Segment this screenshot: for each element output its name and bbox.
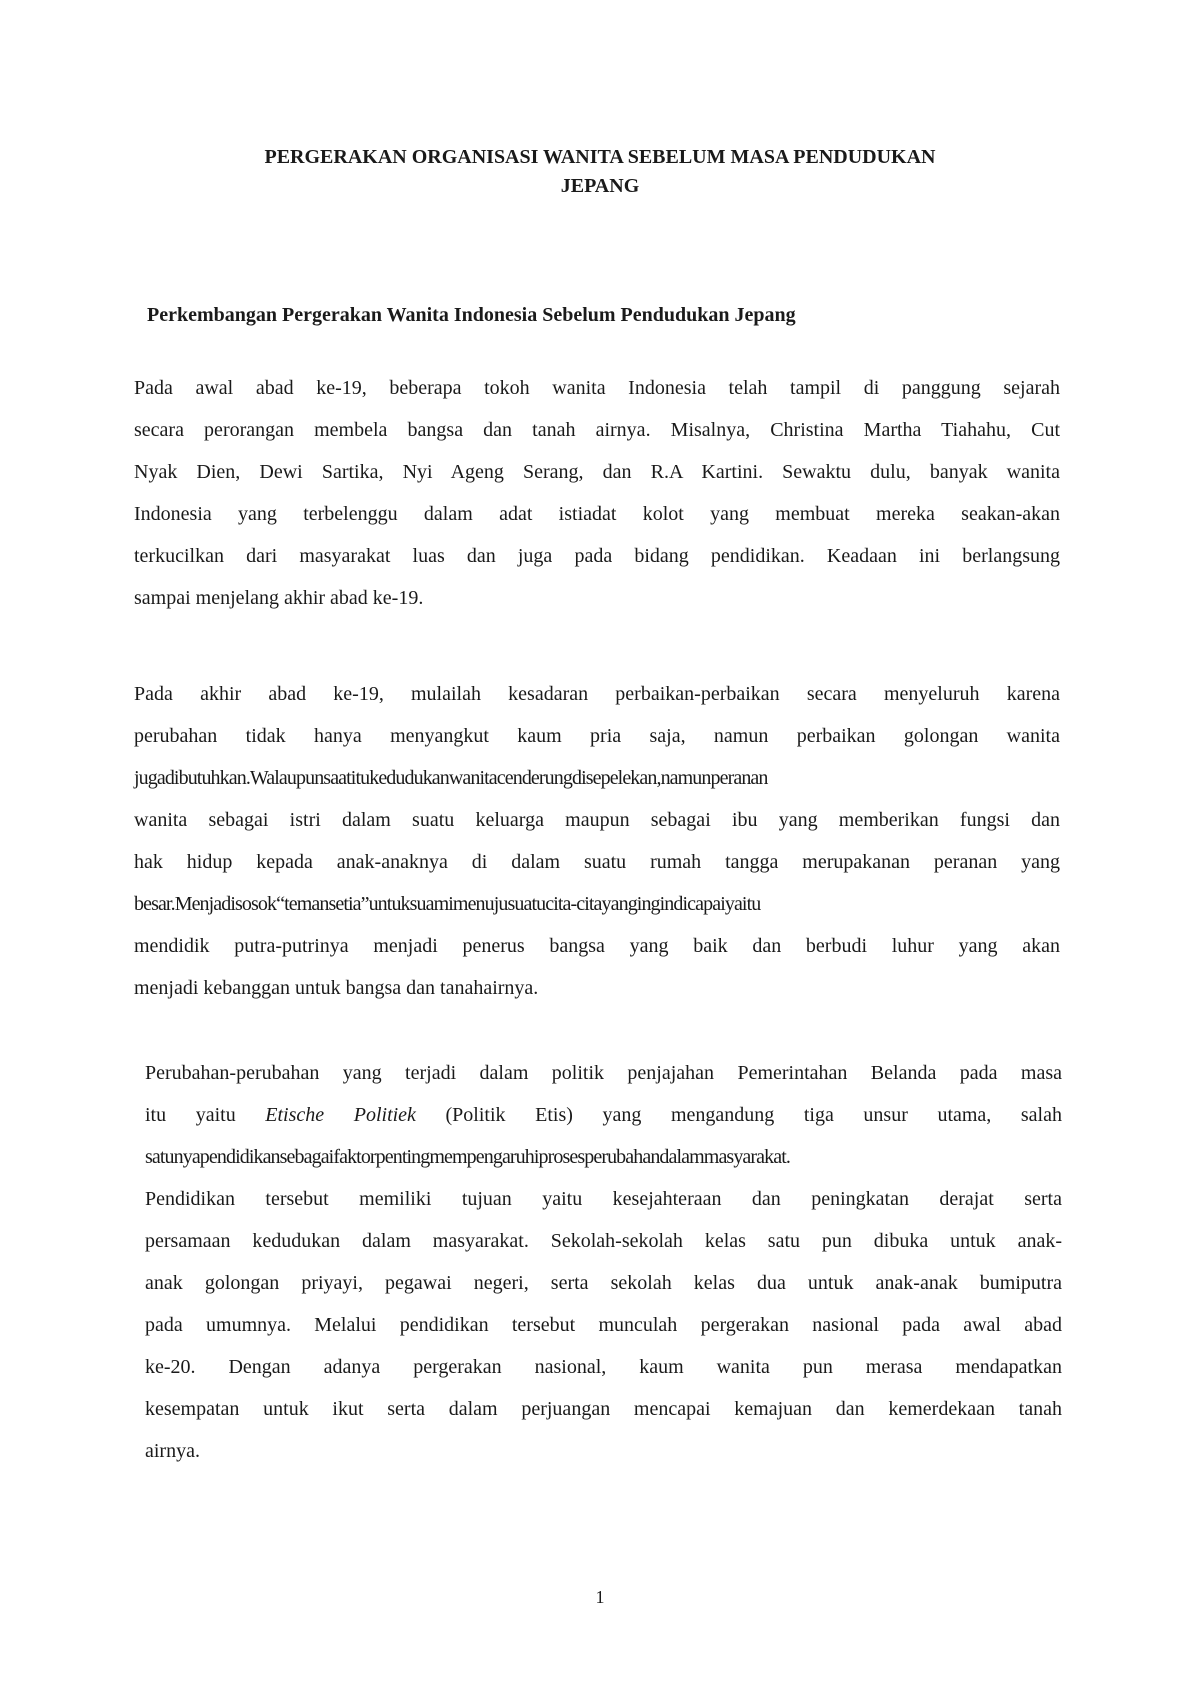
document-title-line-1: PERGERAKAN ORGANISASI WANITA SEBELUM MASA PENDUDUKAN	[264, 146, 936, 168]
paragraph-3-line: Pendidikan tersebut memiliki tujuan yaitu kesejahteraan dan peningkatan derajat serta	[145, 1188, 1062, 1210]
paragraph-1-line: Nyak Dien, Dewi Sartika, Nyi Ageng Serang, dan R.A Kartini. Sewaktu dulu, banyak wanita	[134, 461, 1060, 483]
section-heading: Perkembangan Pergerakan Wanita Indonesia Sebelum Pendudukan Jepang	[147, 304, 796, 326]
paragraph-3-line: persamaan kedudukan dalam masyarakat. Sekolah-sekolah kelas satu pun dibuka untuk anak-	[145, 1230, 1062, 1252]
document-title	[130, 143, 1070, 201]
paragraph-3-line: satunyapendidikansebagaifaktorpentingmempengaruhiprosesperubahandalammasyarakat.	[145, 1146, 790, 1168]
paragraph-2-line: mendidik putra-putrinya menjadi penerus bangsa yang baik dan berbudi luhur yang akan	[134, 935, 1060, 957]
paragraph-2-line: hak hidup kepada anak-anaknya di dalam suatu rumah tangga merupakanan peranan yang	[134, 851, 1060, 873]
paragraph-2	[134, 673, 1060, 1009]
paragraph-3-line: kesempatan untuk ikut serta dalam perjuangan mencapai kemajuan dan kemerdekaan tanah	[145, 1398, 1062, 1420]
paragraph-1-line: Indonesia yang terbelenggu dalam adat istiadat kolot yang membuat mereka seakan-akan	[134, 503, 1060, 525]
paragraph-1-line: secara perorangan membela bangsa dan tanah airnya. Misalnya, Christina Martha Tiahahu, Cut	[134, 419, 1060, 441]
page-number: 1	[595, 1587, 605, 1607]
paragraph-3-text: (Politik Etis) yang mengandung tiga unsur utama, salah	[415, 1104, 1062, 1126]
document-title-line-2: JEPANG	[560, 175, 640, 197]
paragraph-1	[134, 367, 1060, 619]
paragraph-3-line: Perubahan-perubahan yang terjadi dalam politik penjajahan Pemerintahan Belanda pada masa	[145, 1062, 1062, 1084]
paragraph-3	[145, 1052, 1062, 1472]
paragraph-2-line: besar.Menjadisosok“temansetia”untuksuamimenujusuatucita-citayangingindicapaiyaitu	[134, 893, 761, 915]
paragraph-1-line: sampai menjelang akhir abad ke-19.	[134, 587, 424, 609]
paragraph-3-line-with-italic	[145, 1094, 1062, 1136]
paragraph-3-line: pada umumnya. Melalui pendidikan tersebut munculah pergerakan nasional pada awal abad	[145, 1314, 1062, 1336]
paragraph-3-line: anak golongan priyayi, pegawai negeri, serta sekolah kelas dua untuk anak-anak bumiputra	[145, 1272, 1062, 1294]
paragraph-2-line: perubahan tidak hanya menyangkut kaum pria saja, namun perbaikan golongan wanita	[134, 725, 1060, 747]
paragraph-1-line: Pada awal abad ke-19, beberapa tokoh wanita Indonesia telah tampil di panggung sejarah	[134, 377, 1060, 399]
paragraph-3-line: airnya.	[145, 1440, 200, 1462]
paragraph-1-line: terkucilkan dari masyarakat luas dan juga pada bidang pendidikan. Keadaan ini berlangsung	[134, 545, 1060, 567]
paragraph-2-line: Pada akhir abad ke-19, mulailah kesadaran perbaikan-perbaikan secara menyeluruh karena	[134, 683, 1060, 705]
paragraph-3-text: itu yaitu	[145, 1104, 266, 1126]
paragraph-3-line: ke-20. Dengan adanya pergerakan nasional, kaum wanita pun merasa mendapatkan	[145, 1356, 1062, 1378]
paragraph-2-line: menjadi kebanggan untuk bangsa dan tanahairnya.	[134, 977, 539, 999]
paragraph-2-line: wanita sebagai istri dalam suatu keluarga maupun sebagai ibu yang memberikan fungsi dan	[134, 809, 1060, 831]
etische-politiek-term: Etische Politiek	[265, 1104, 416, 1126]
paragraph-2-line: jugadibutuhkan.Walaupunsaatitukedudukanwanitacenderungdisepelekan,namunperanan	[134, 767, 768, 789]
